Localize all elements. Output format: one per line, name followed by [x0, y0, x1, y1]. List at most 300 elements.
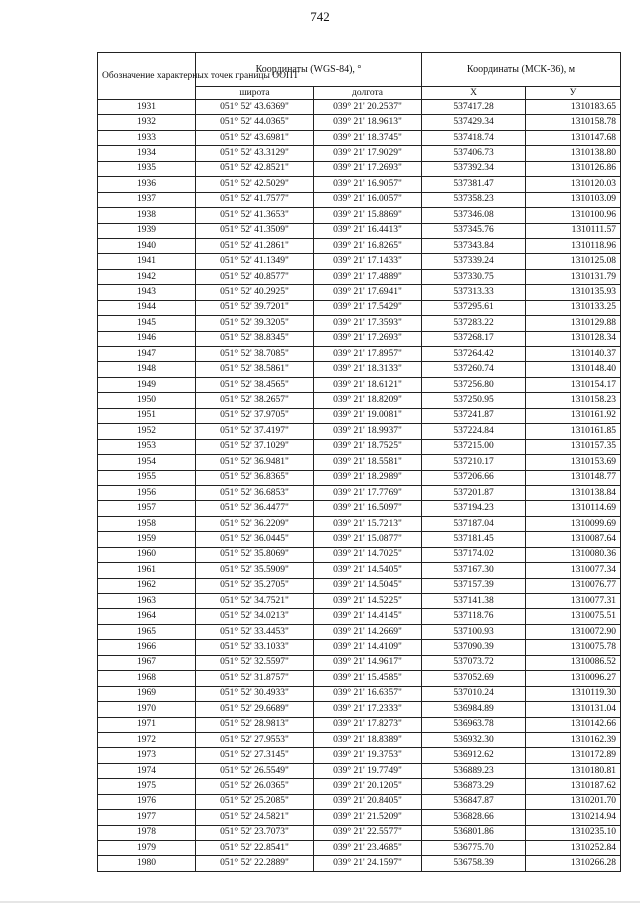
x-cell: 536873.29: [422, 779, 526, 794]
y-cell: 1310133.25: [526, 300, 621, 315]
longitude-cell: 039° 21' 14.4109": [314, 640, 422, 655]
y-cell: 1310162.39: [526, 732, 621, 747]
x-cell: 537187.04: [422, 516, 526, 531]
point-id-cell: 1949: [98, 377, 196, 392]
y-cell: 1310148.40: [526, 362, 621, 377]
longitude-cell: 039° 21' 17.6941": [314, 285, 422, 300]
x-cell: 537224.84: [422, 424, 526, 439]
longitude-cell: 039° 21' 24.1597": [314, 856, 422, 871]
latitude-cell: 051° 52' 38.2657": [196, 393, 314, 408]
point-id-cell: 1979: [98, 841, 196, 856]
latitude-cell: 051° 52' 24.5821": [196, 810, 314, 825]
point-id-cell: 1957: [98, 501, 196, 516]
header-latitude: широта: [196, 87, 314, 100]
point-id-cell: 1941: [98, 254, 196, 269]
table-row: [98, 100, 621, 115]
table-row: [98, 439, 621, 454]
y-cell: 1310075.78: [526, 640, 621, 655]
y-cell: 1310129.88: [526, 316, 621, 331]
y-cell: 1310158.78: [526, 115, 621, 130]
x-cell: 537194.23: [422, 501, 526, 516]
longitude-cell: 039° 21' 16.5097": [314, 501, 422, 516]
longitude-cell: 039° 21' 19.7749": [314, 763, 422, 778]
x-cell: 537417.28: [422, 100, 526, 115]
y-cell: 1310072.90: [526, 624, 621, 639]
table-row: [98, 300, 621, 315]
longitude-cell: 039° 21' 17.2333": [314, 702, 422, 717]
x-cell: 536932.30: [422, 732, 526, 747]
point-id-cell: 1951: [98, 408, 196, 423]
table-row: [98, 408, 621, 423]
latitude-cell: 051° 52' 34.7521": [196, 594, 314, 609]
longitude-cell: 039° 21' 16.9057": [314, 177, 422, 192]
longitude-cell: 039° 21' 15.4585": [314, 671, 422, 686]
longitude-cell: 039° 21' 17.4889": [314, 269, 422, 284]
table-row: [98, 810, 621, 825]
point-id-cell: 1950: [98, 393, 196, 408]
x-cell: 537157.39: [422, 578, 526, 593]
y-cell: 1310119.30: [526, 686, 621, 701]
point-id-cell: 1939: [98, 223, 196, 238]
x-cell: 536889.23: [422, 763, 526, 778]
table-row: [98, 208, 621, 223]
header-point-designation: Обозначение характерных точек границы ООПТ: [98, 53, 196, 100]
latitude-cell: 051° 52' 31.8757": [196, 671, 314, 686]
longitude-cell: 039° 21' 17.9029": [314, 146, 422, 161]
table-row: [98, 702, 621, 717]
latitude-cell: 051° 52' 28.9813": [196, 717, 314, 732]
y-cell: 1310114.69: [526, 501, 621, 516]
point-id-cell: 1978: [98, 825, 196, 840]
table-row: [98, 161, 621, 176]
longitude-cell: 039° 21' 17.2693": [314, 161, 422, 176]
longitude-cell: 039° 21' 17.7769": [314, 485, 422, 500]
latitude-cell: 051° 52' 43.3129": [196, 146, 314, 161]
latitude-cell: 051° 52' 37.9705": [196, 408, 314, 423]
longitude-cell: 039° 21' 15.7213": [314, 516, 422, 531]
x-cell: 537073.72: [422, 655, 526, 670]
longitude-cell: 039° 21' 18.3745": [314, 130, 422, 145]
longitude-cell: 039° 21' 19.3753": [314, 748, 422, 763]
y-cell: 1310103.09: [526, 192, 621, 207]
table-row: [98, 655, 621, 670]
point-id-cell: 1943: [98, 285, 196, 300]
longitude-cell: 039° 21' 14.9617": [314, 655, 422, 670]
table-row: [98, 347, 621, 362]
longitude-cell: 039° 21' 18.6121": [314, 377, 422, 392]
latitude-cell: 051° 52' 38.8345": [196, 331, 314, 346]
point-id-cell: 1964: [98, 609, 196, 624]
longitude-cell: 039° 21' 19.0081": [314, 408, 422, 423]
longitude-cell: 039° 21' 14.5225": [314, 594, 422, 609]
longitude-cell: 039° 21' 23.4685": [314, 841, 422, 856]
table-row: [98, 779, 621, 794]
table-row: [98, 717, 621, 732]
latitude-cell: 051° 52' 34.0213": [196, 609, 314, 624]
latitude-cell: 051° 52' 27.3145": [196, 748, 314, 763]
x-cell: 537343.84: [422, 238, 526, 253]
y-cell: 1310128.34: [526, 331, 621, 346]
x-cell: 537256.80: [422, 377, 526, 392]
x-cell: 536912.62: [422, 748, 526, 763]
y-cell: 1310158.23: [526, 393, 621, 408]
table-row: [98, 146, 621, 161]
x-cell: 537264.42: [422, 347, 526, 362]
longitude-cell: 039° 21' 18.7525": [314, 439, 422, 454]
table-row: [98, 377, 621, 392]
latitude-cell: 051° 52' 41.2861": [196, 238, 314, 253]
latitude-cell: 051° 52' 26.0365": [196, 779, 314, 794]
longitude-cell: 039° 21' 15.0877": [314, 532, 422, 547]
y-cell: 1310075.51: [526, 609, 621, 624]
y-cell: 1310161.85: [526, 424, 621, 439]
point-id-cell: 1955: [98, 470, 196, 485]
table-row: [98, 455, 621, 470]
point-id-cell: 1953: [98, 439, 196, 454]
latitude-cell: 051° 52' 37.4197": [196, 424, 314, 439]
header-msk36: Координаты (МСК-36), м: [422, 53, 621, 87]
latitude-cell: 051° 52' 36.4477": [196, 501, 314, 516]
table-row: [98, 177, 621, 192]
latitude-cell: 051° 52' 38.5861": [196, 362, 314, 377]
header-wgs84: Координаты (WGS-84), °: [196, 53, 422, 87]
y-cell: 1310077.31: [526, 594, 621, 609]
x-cell: 537330.75: [422, 269, 526, 284]
x-cell: 536847.87: [422, 794, 526, 809]
coordinates-table: [97, 52, 621, 872]
point-id-cell: 1971: [98, 717, 196, 732]
x-cell: 537268.17: [422, 331, 526, 346]
x-cell: 537118.76: [422, 609, 526, 624]
table-row: [98, 269, 621, 284]
x-cell: 537210.17: [422, 455, 526, 470]
latitude-cell: 051° 52' 22.8541": [196, 841, 314, 856]
latitude-cell: 051° 52' 43.6369": [196, 100, 314, 115]
latitude-cell: 051° 52' 36.6853": [196, 485, 314, 500]
y-cell: 1310252.84: [526, 841, 621, 856]
y-cell: 1310099.69: [526, 516, 621, 531]
point-id-cell: 1975: [98, 779, 196, 794]
latitude-cell: 051° 52' 35.8069": [196, 547, 314, 562]
point-id-cell: 1934: [98, 146, 196, 161]
x-cell: 537174.02: [422, 547, 526, 562]
point-id-cell: 1932: [98, 115, 196, 130]
y-cell: 1310120.03: [526, 177, 621, 192]
longitude-cell: 039° 21' 18.2989": [314, 470, 422, 485]
table-row: [98, 470, 621, 485]
point-id-cell: 1972: [98, 732, 196, 747]
longitude-cell: 039° 21' 18.3133": [314, 362, 422, 377]
latitude-cell: 051° 52' 27.9553": [196, 732, 314, 747]
longitude-cell: 039° 21' 14.7025": [314, 547, 422, 562]
x-cell: 537206.66: [422, 470, 526, 485]
point-id-cell: 1936: [98, 177, 196, 192]
latitude-cell: 051° 52' 41.7577": [196, 192, 314, 207]
longitude-cell: 039° 21' 14.2669": [314, 624, 422, 639]
x-cell: 537381.47: [422, 177, 526, 192]
point-id-cell: 1965: [98, 624, 196, 639]
table-row: [98, 825, 621, 840]
longitude-cell: 039° 21' 16.6357": [314, 686, 422, 701]
y-cell: 1310172.89: [526, 748, 621, 763]
table-row: [98, 532, 621, 547]
latitude-cell: 051° 52' 38.4565": [196, 377, 314, 392]
table-row: [98, 594, 621, 609]
y-cell: 1310100.96: [526, 208, 621, 223]
longitude-cell: 039° 21' 20.1205": [314, 779, 422, 794]
x-cell: 536984.89: [422, 702, 526, 717]
y-cell: 1310147.68: [526, 130, 621, 145]
latitude-cell: 051° 52' 36.2209": [196, 516, 314, 531]
latitude-cell: 051° 52' 35.2705": [196, 578, 314, 593]
longitude-cell: 039° 21' 18.8389": [314, 732, 422, 747]
x-cell: 537313.33: [422, 285, 526, 300]
x-cell: 536828.66: [422, 810, 526, 825]
y-cell: 1310138.84: [526, 485, 621, 500]
latitude-cell: 051° 52' 33.4453": [196, 624, 314, 639]
latitude-cell: 051° 52' 41.1349": [196, 254, 314, 269]
latitude-cell: 051° 52' 44.0365": [196, 115, 314, 130]
x-cell: 537167.30: [422, 563, 526, 578]
table-row: [98, 485, 621, 500]
x-cell: 537215.00: [422, 439, 526, 454]
longitude-cell: 039° 21' 17.2693": [314, 331, 422, 346]
latitude-cell: 051° 52' 38.7085": [196, 347, 314, 362]
y-cell: 1310142.66: [526, 717, 621, 732]
point-id-cell: 1952: [98, 424, 196, 439]
longitude-cell: 039° 21' 14.4145": [314, 609, 422, 624]
table-row: [98, 130, 621, 145]
longitude-cell: 039° 21' 20.8405": [314, 794, 422, 809]
latitude-cell: 051° 52' 37.1029": [196, 439, 314, 454]
y-cell: 1310214.94: [526, 810, 621, 825]
y-cell: 1310153.69: [526, 455, 621, 470]
point-id-cell: 1937: [98, 192, 196, 207]
point-id-cell: 1933: [98, 130, 196, 145]
latitude-cell: 051° 52' 43.6981": [196, 130, 314, 145]
table-row: [98, 640, 621, 655]
latitude-cell: 051° 52' 40.2925": [196, 285, 314, 300]
x-cell: 537346.08: [422, 208, 526, 223]
x-cell: 537358.23: [422, 192, 526, 207]
table-row: [98, 331, 621, 346]
longitude-cell: 039° 21' 16.0057": [314, 192, 422, 207]
y-cell: 1310180.81: [526, 763, 621, 778]
x-cell: 536801.86: [422, 825, 526, 840]
table-row: [98, 501, 621, 516]
latitude-cell: 051° 52' 26.5549": [196, 763, 314, 778]
point-id-cell: 1944: [98, 300, 196, 315]
latitude-cell: 051° 52' 23.7073": [196, 825, 314, 840]
x-cell: 537406.73: [422, 146, 526, 161]
point-id-cell: 1948: [98, 362, 196, 377]
point-id-cell: 1954: [98, 455, 196, 470]
latitude-cell: 051° 52' 22.2889": [196, 856, 314, 871]
table-row: [98, 856, 621, 871]
y-cell: 1310096.27: [526, 671, 621, 686]
y-cell: 1310235.10: [526, 825, 621, 840]
x-cell: 537429.34: [422, 115, 526, 130]
header-y: У: [526, 87, 621, 100]
longitude-cell: 039° 21' 17.1433": [314, 254, 422, 269]
longitude-cell: 039° 21' 18.8209": [314, 393, 422, 408]
y-cell: 1310086.52: [526, 655, 621, 670]
point-id-cell: 1980: [98, 856, 196, 871]
table-row: [98, 686, 621, 701]
y-cell: 1310154.17: [526, 377, 621, 392]
point-id-cell: 1976: [98, 794, 196, 809]
y-cell: 1310131.79: [526, 269, 621, 284]
x-cell: 537345.76: [422, 223, 526, 238]
latitude-cell: 051° 52' 39.3205": [196, 316, 314, 331]
longitude-cell: 039° 21' 14.5405": [314, 563, 422, 578]
latitude-cell: 051° 52' 33.1033": [196, 640, 314, 655]
latitude-cell: 051° 52' 41.3509": [196, 223, 314, 238]
y-cell: 1310131.04: [526, 702, 621, 717]
longitude-cell: 039° 21' 20.2537": [314, 100, 422, 115]
x-cell: 537392.34: [422, 161, 526, 176]
longitude-cell: 039° 21' 15.8869": [314, 208, 422, 223]
table-row: [98, 748, 621, 763]
point-id-cell: 1966: [98, 640, 196, 655]
point-id-cell: 1945: [98, 316, 196, 331]
x-cell: 537260.74: [422, 362, 526, 377]
longitude-cell: 039° 21' 17.3593": [314, 316, 422, 331]
latitude-cell: 051° 52' 40.8577": [196, 269, 314, 284]
y-cell: 1310076.77: [526, 578, 621, 593]
x-cell: 537241.87: [422, 408, 526, 423]
x-cell: 537100.93: [422, 624, 526, 639]
y-cell: 1310161.92: [526, 408, 621, 423]
point-id-cell: 1962: [98, 578, 196, 593]
longitude-cell: 039° 21' 17.8273": [314, 717, 422, 732]
point-id-cell: 1977: [98, 810, 196, 825]
latitude-cell: 051° 52' 36.9481": [196, 455, 314, 470]
table-row: [98, 362, 621, 377]
point-id-cell: 1961: [98, 563, 196, 578]
point-id-cell: 1968: [98, 671, 196, 686]
longitude-cell: 039° 21' 22.5577": [314, 825, 422, 840]
latitude-cell: 051° 52' 36.0445": [196, 532, 314, 547]
table-row: [98, 393, 621, 408]
longitude-cell: 039° 21' 21.5209": [314, 810, 422, 825]
point-id-cell: 1967: [98, 655, 196, 670]
page-number: 742: [310, 9, 330, 24]
table-row: [98, 841, 621, 856]
y-cell: 1310148.77: [526, 470, 621, 485]
point-id-cell: 1973: [98, 748, 196, 763]
point-id-cell: 1946: [98, 331, 196, 346]
x-cell: 537010.24: [422, 686, 526, 701]
point-id-cell: 1963: [98, 594, 196, 609]
table-row: [98, 115, 621, 130]
table-row: [98, 578, 621, 593]
point-id-cell: 1969: [98, 686, 196, 701]
point-id-cell: 1942: [98, 269, 196, 284]
y-cell: 1310187.62: [526, 779, 621, 794]
longitude-cell: 039° 21' 18.9613": [314, 115, 422, 130]
x-cell: 537052.69: [422, 671, 526, 686]
point-id-cell: 1970: [98, 702, 196, 717]
x-cell: 537283.22: [422, 316, 526, 331]
point-id-cell: 1974: [98, 763, 196, 778]
longitude-cell: 039° 21' 18.9937": [314, 424, 422, 439]
table-row: [98, 732, 621, 747]
table-row: [98, 671, 621, 686]
table-row: [98, 763, 621, 778]
longitude-cell: 039° 21' 17.8957": [314, 347, 422, 362]
longitude-cell: 039° 21' 17.5429": [314, 300, 422, 315]
point-id-cell: 1958: [98, 516, 196, 531]
header-x: X: [422, 87, 526, 100]
header-longitude: долгота: [314, 87, 422, 100]
table-row: [98, 516, 621, 531]
table-row: [98, 547, 621, 562]
point-id-cell: 1940: [98, 238, 196, 253]
x-cell: 537295.61: [422, 300, 526, 315]
x-cell: 537250.95: [422, 393, 526, 408]
table-row: [98, 316, 621, 331]
x-cell: 537201.87: [422, 485, 526, 500]
y-cell: 1310087.64: [526, 532, 621, 547]
x-cell: 537181.45: [422, 532, 526, 547]
x-cell: 536775.70: [422, 841, 526, 856]
x-cell: 537090.39: [422, 640, 526, 655]
table-row: [98, 624, 621, 639]
latitude-cell: 051° 52' 30.4933": [196, 686, 314, 701]
longitude-cell: 039° 21' 16.8265": [314, 238, 422, 253]
x-cell: 537339.24: [422, 254, 526, 269]
table-row: [98, 192, 621, 207]
x-cell: 536758.39: [422, 856, 526, 871]
table-row: [98, 794, 621, 809]
point-id-cell: 1960: [98, 547, 196, 562]
latitude-cell: 051° 52' 41.3653": [196, 208, 314, 223]
y-cell: 1310111.57: [526, 223, 621, 238]
point-id-cell: 1959: [98, 532, 196, 547]
latitude-cell: 051° 52' 32.5597": [196, 655, 314, 670]
table-row: [98, 563, 621, 578]
y-cell: 1310183.65: [526, 100, 621, 115]
table-row: [98, 254, 621, 269]
point-id-cell: 1935: [98, 161, 196, 176]
table-body: [98, 100, 621, 872]
y-cell: 1310201.70: [526, 794, 621, 809]
table-row: [98, 238, 621, 253]
y-cell: 1310080.36: [526, 547, 621, 562]
y-cell: 1310140.37: [526, 347, 621, 362]
table-row: [98, 424, 621, 439]
latitude-cell: 051° 52' 29.6689": [196, 702, 314, 717]
y-cell: 1310125.08: [526, 254, 621, 269]
x-cell: 537418.74: [422, 130, 526, 145]
latitude-cell: 051° 52' 42.8521": [196, 161, 314, 176]
point-id-cell: 1947: [98, 347, 196, 362]
table-row: [98, 223, 621, 238]
point-id-cell: 1956: [98, 485, 196, 500]
point-id-cell: 1938: [98, 208, 196, 223]
table-row: [98, 609, 621, 624]
longitude-cell: 039° 21' 14.5045": [314, 578, 422, 593]
latitude-cell: 051° 52' 35.5909": [196, 563, 314, 578]
y-cell: 1310077.34: [526, 563, 621, 578]
x-cell: 537141.38: [422, 594, 526, 609]
longitude-cell: 039° 21' 18.5581": [314, 455, 422, 470]
y-cell: 1310118.96: [526, 238, 621, 253]
y-cell: 1310157.35: [526, 439, 621, 454]
y-cell: 1310266.28: [526, 856, 621, 871]
x-cell: 536963.78: [422, 717, 526, 732]
